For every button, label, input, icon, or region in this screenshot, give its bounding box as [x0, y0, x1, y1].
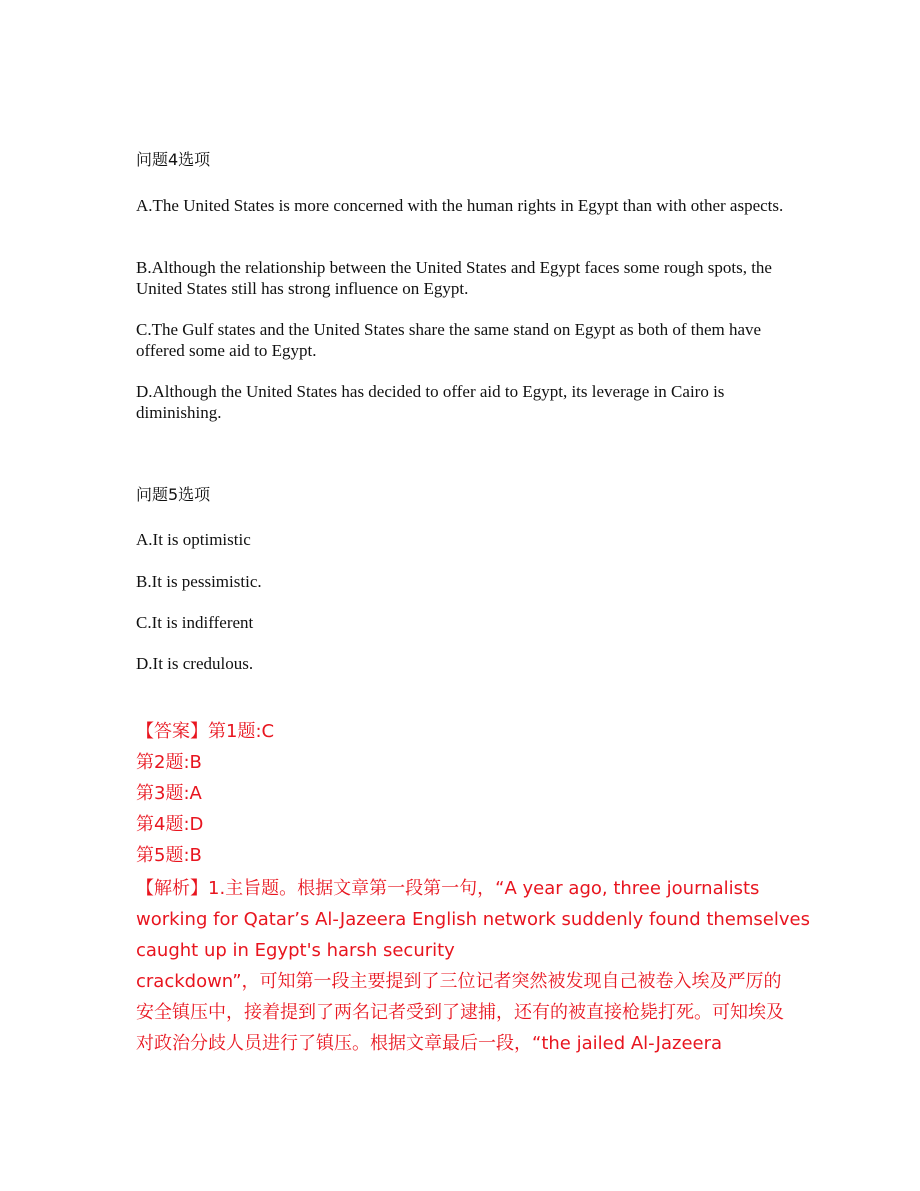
question-4-option-b: B.Although the relationship between the United States and Egypt faces some rough spots, the United States still has strong influence on Egypt. — [136, 258, 772, 298]
analysis-block — [136, 873, 810, 1059]
analysis-line: 对政治分歧人员进行了镇压。根据文章最后一段，“the jailed Al-Jazeera — [136, 1033, 723, 1054]
question-5-option-c: C.It is indifferent — [136, 613, 254, 632]
question-4-option-d: D.Although the United States has decided to offer aid to Egypt, its leverage in Cairo is diminishing. — [136, 382, 725, 422]
answer-line-1 — [136, 716, 796, 747]
analysis-line: caught up in Egypt's harsh security — [136, 940, 455, 961]
answer-item: 第2题:B — [136, 752, 202, 773]
question-4-heading: 问题4选项 — [136, 150, 211, 169]
analysis-line — [136, 873, 796, 904]
question-4-option-c: C.The Gulf states and the United States share the same stand on Egypt as both of them have offered some aid to Egypt. — [136, 320, 762, 360]
analysis-text: 1.主旨题。根据文章第一段第一句，“A year ago, three journalists — [208, 878, 760, 899]
question-5-option-b: B.It is pessimistic. — [136, 572, 262, 591]
answer-label: 【答案】 — [136, 721, 208, 742]
analysis-line: crackdown”，可知第一段主要提到了三位记者突然被发现自己被卷入埃及严厉的 — [136, 971, 782, 992]
answer-item: 第3题:A — [136, 783, 202, 804]
answer-item: 第1题:C — [208, 721, 275, 742]
question-4-option-a: A.The United States is more concerned with the human rights in Egypt than with other aspects. — [136, 196, 784, 215]
question-5-heading: 问题5选项 — [136, 485, 211, 504]
question-5-option-d: D.It is credulous. — [136, 654, 254, 673]
analysis-line: 安全镇压中，接着提到了两名记者受到了逮捕，还有的被直接枪毙打死。可知埃及 — [136, 1002, 784, 1023]
question-5-option-a: A.It is optimistic — [136, 530, 251, 549]
answer-item: 第4题:D — [136, 814, 204, 835]
analysis-line: working for Qatar’s Al-Jazeera English network suddenly found themselves — [136, 909, 810, 930]
answer-item: 第5题:B — [136, 845, 202, 866]
analysis-label: 【解析】 — [136, 878, 208, 899]
